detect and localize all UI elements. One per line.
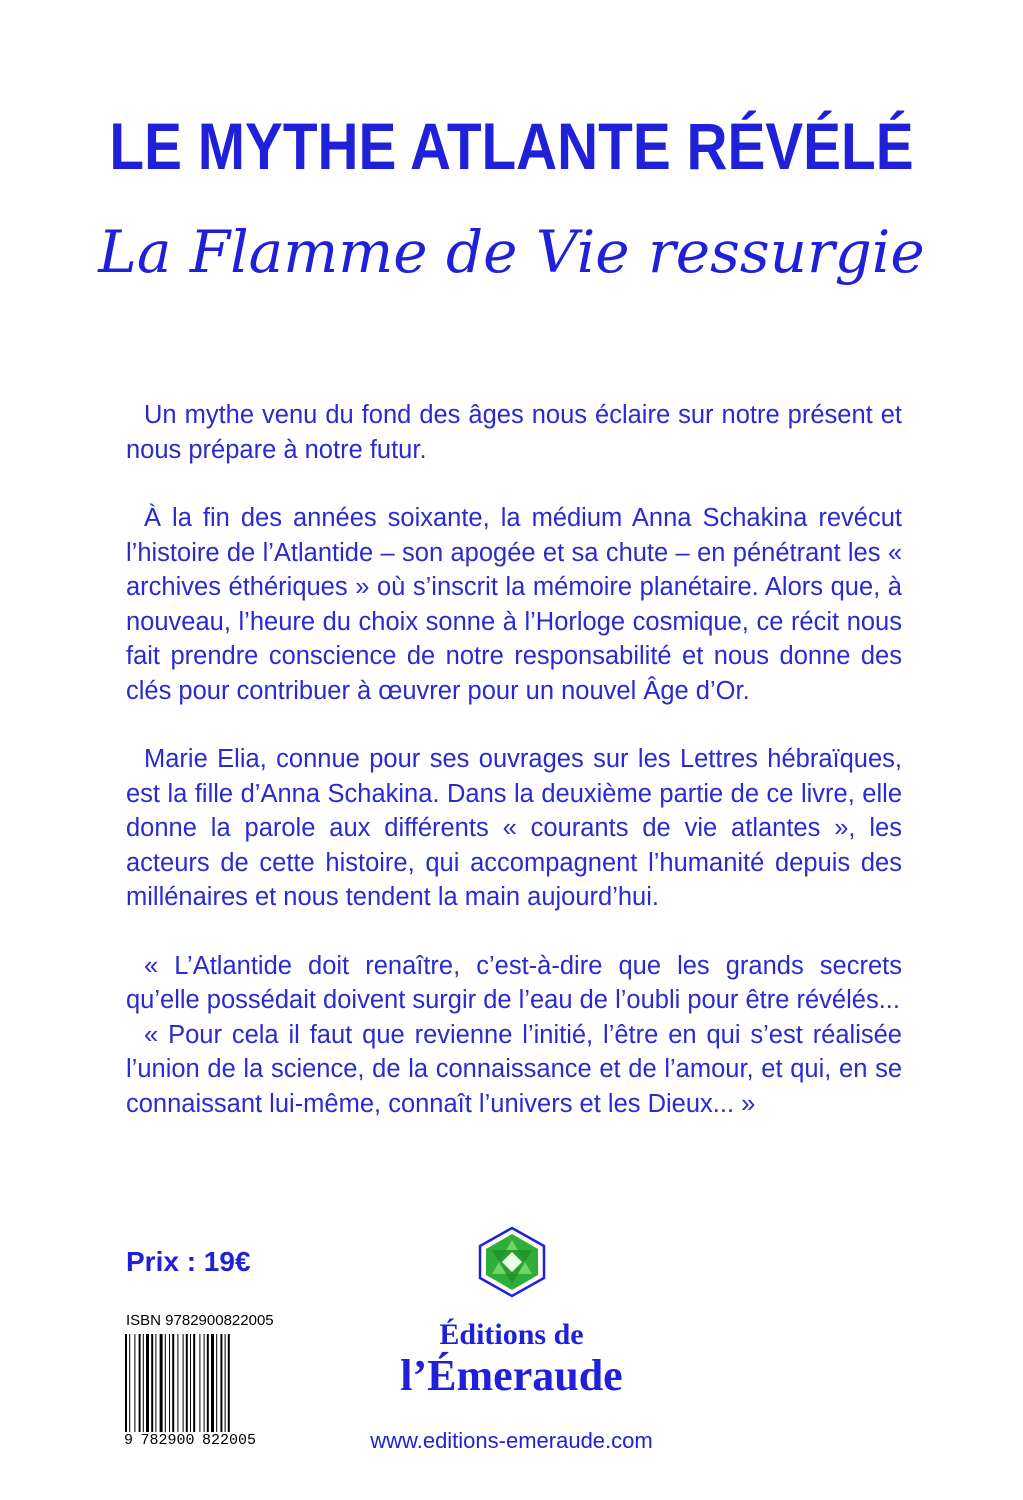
back-cover-blurb — [126, 398, 902, 1121]
barcode-digit-group: 822005 — [201, 1432, 256, 1449]
isbn-label: ISBN 9782900822005 — [126, 1312, 274, 1329]
book-subtitle: La Flamme de Vie ressurgie — [98, 218, 925, 286]
book-title: LE MYTHE ATLANTE RÉVÉLÉ — [109, 109, 914, 183]
blurb-quote-1: « L’Atlantide doit renaître, c’est-à-dire que les grands secrets qu’elle possédait doivent surgir de l’eau de l’oubli pour être révélés... — [126, 951, 902, 1014]
blurb-paragraph-2: À la fin des années soixante, la médium Anna Schakina revécut l’histoire de l’Atlantide – son apogée et sa chute – en pénétrant les « archives éthériques » où s’inscrit la mémoire planétaire. Alors que, à nouveau, l’heure du choix sonne à l’Horloge cosmique, ce récit nous fait prendre conscience de notre responsabilité et nous donne des clés pour contribuer à œuvrer pour un nouvel Âge d’Or. — [126, 504, 902, 705]
blurb-paragraph-1: Un mythe venu du fond des âges nous éclaire sur notre présent et nous prépare à notre futur. — [126, 401, 902, 464]
publisher-website: www.editions-emeraude.com — [370, 1428, 653, 1453]
blurb-paragraph-3: Marie Elia, connue pour ses ouvrages sur les Lettres hébraïques, est la fille d’Anna Schakina. Dans la deuxième partie de ce livre, elle donne la parole aux différents « courants de vie atlantes », les acteurs de cette histoire, qui accompagnent l’humanité depuis des millénaires et nous tendent la main aujourd’hui. — [126, 745, 902, 911]
barcode-digit-group: 782900 — [140, 1432, 195, 1449]
publisher-name-line-2: l’Émeraude — [400, 1351, 623, 1400]
barcode-digit-group: 9 — [124, 1432, 134, 1449]
price-label: Prix : 19€ — [126, 1246, 251, 1277]
emerald-star-logo-icon — [476, 1226, 548, 1298]
publisher-name-line-1: Éditions de — [439, 1318, 584, 1351]
blurb-quote-2: « Pour cela il faut que revienne l’initié, l’être en qui s’est réalisée l’union de la science, de la connaissance et de l’amour, et qui, en se connaissant lui-même, connaît l’univers et les Dieux... » — [126, 1020, 902, 1118]
